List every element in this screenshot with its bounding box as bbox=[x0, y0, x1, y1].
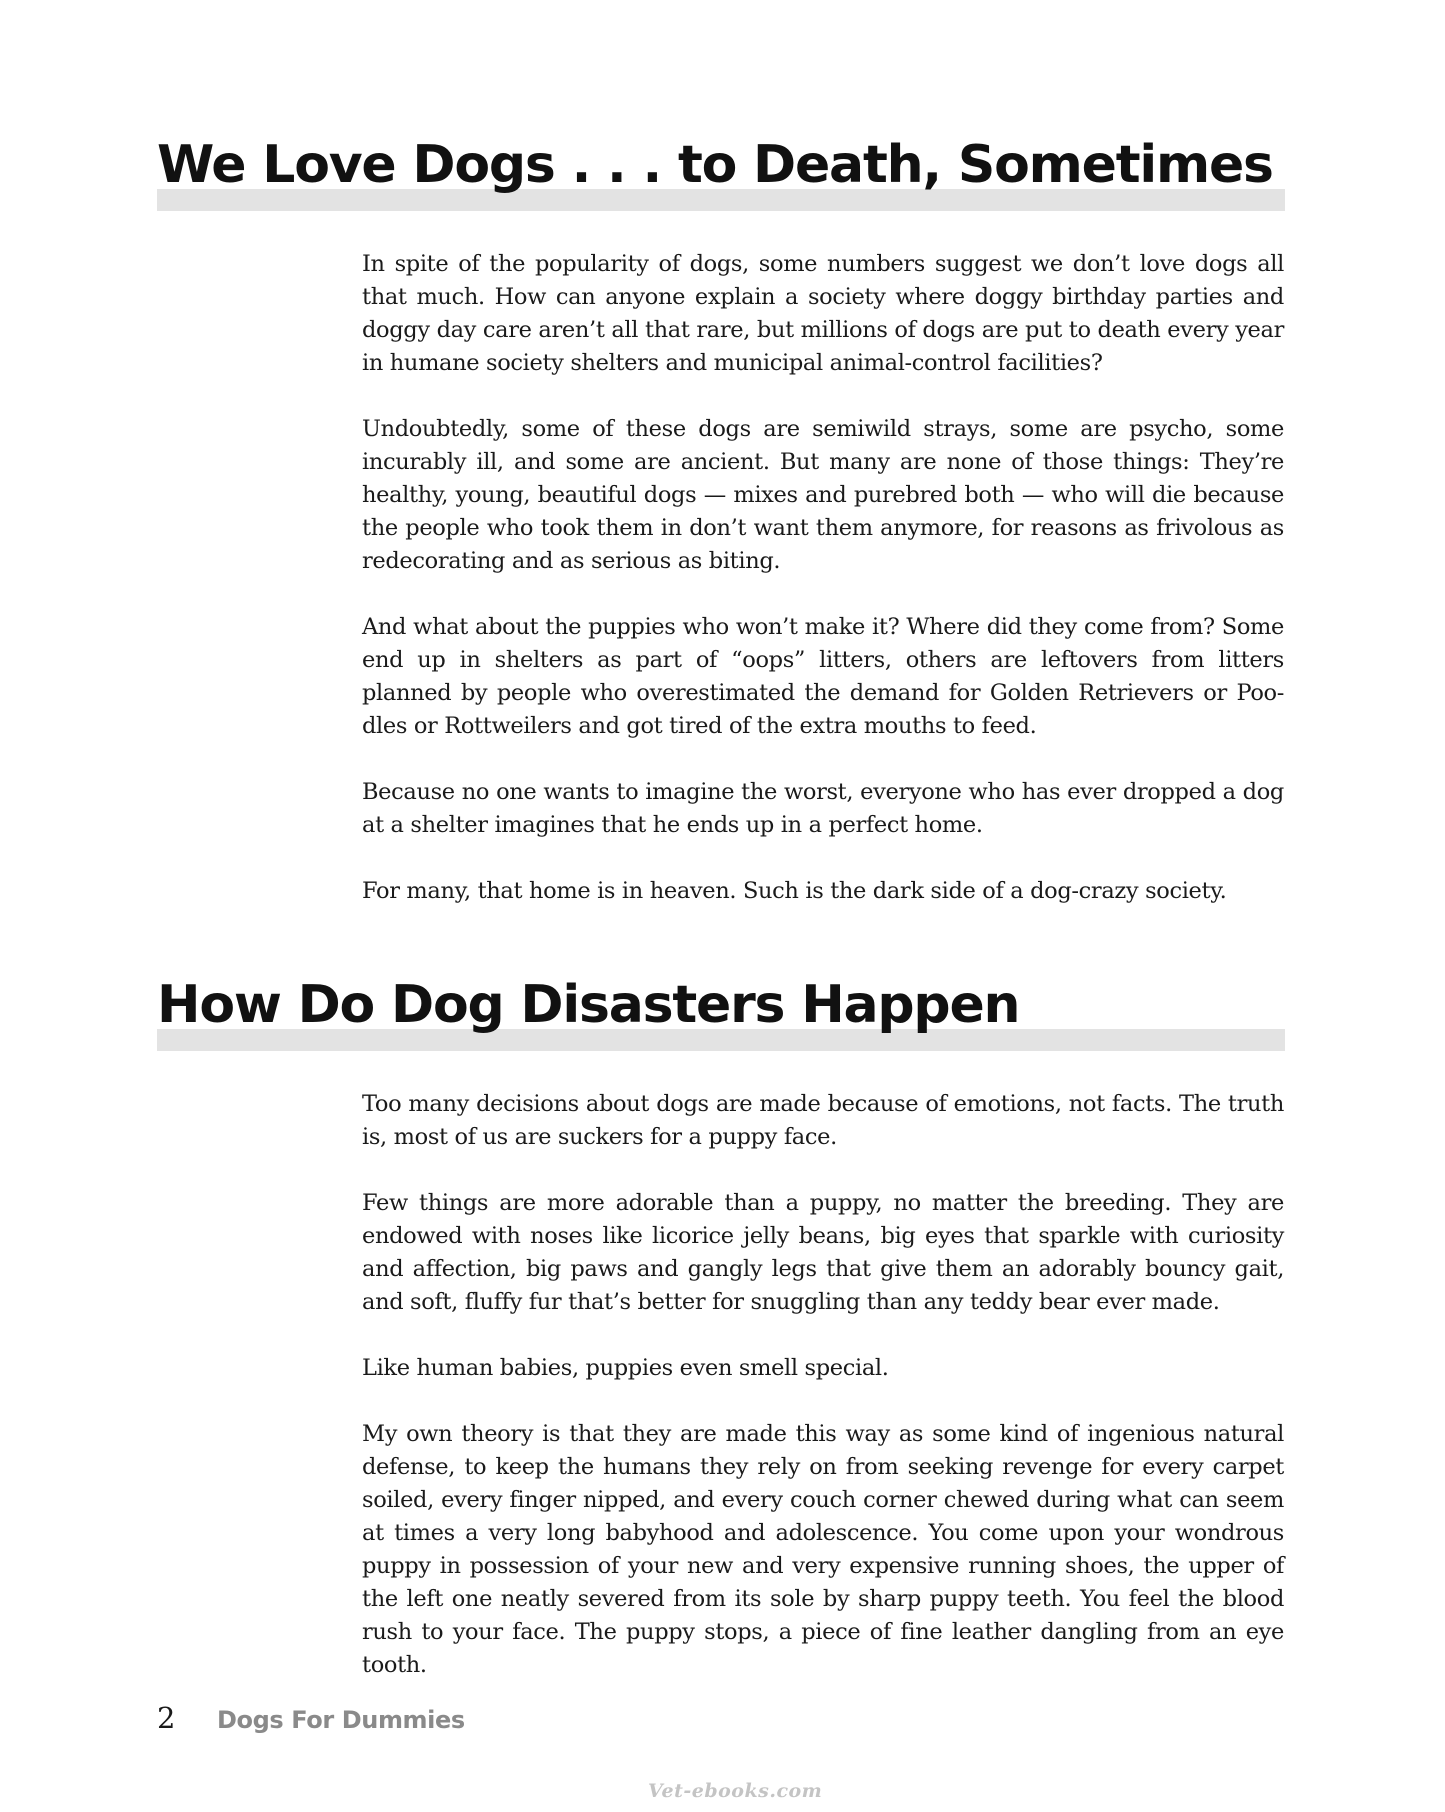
section-body-1 bbox=[362, 248, 1284, 941]
watermark: Vet-ebooks.com bbox=[648, 1780, 823, 1802]
paragraph: Because no one wants to imagine the worst, everyone who has ever dropped a dog at a shelter imagines that he ends up in a perfect home. bbox=[362, 779, 1284, 838]
paragraph: In spite of the popularity of dogs, some numbers suggest we don’t love dogs all that much. How can anyone explain a society where doggy birthday parties and doggy day care aren’t all that rare, but millions of dogs are put to death every year in humane society shelters and municipal animal-control facilities? bbox=[362, 251, 1284, 376]
paragraph: Like human babies, puppies even smell special. bbox=[362, 1355, 889, 1381]
paragraph: Too many decisions about dogs are made because of emotions, not facts. The truth is, most of us are suckers for a puppy face. bbox=[362, 1091, 1284, 1150]
page-footer bbox=[157, 1701, 465, 1741]
paragraph: My own theory is that they are made this way as some kind of ingenious natural defense, to keep the humans they rely on from seeking revenge for every carpet soiled, every finger nipped, and every couch corner chewed during what can seem at times a very long babyhood and adolescence. You come upon your wondrous puppy in possession of your new and very expensive running shoes, the upper of the left one neatly severed from its sole by sharp puppy teeth. You feel the blood rush to your face. The puppy stops, a piece of fine leather dangling from an eye tooth. bbox=[362, 1421, 1284, 1678]
section-heading-2 bbox=[157, 974, 1285, 1052]
paragraph: For many, that home is in heaven. Such is the dark side of a dog-crazy society. bbox=[362, 878, 1227, 904]
paragraph: And what about the puppies who won’t make it? Where did they come from? Some end up in shelters as part of “oops” litters, others are leftovers from litters planned by people who overestimated the demand for Golden Retrievers or Poo-dles or Rottweilers and got tired of the extra mouths to feed. bbox=[362, 614, 1284, 739]
section-heading-1 bbox=[157, 134, 1285, 212]
page-number: 2 bbox=[157, 1701, 176, 1735]
heading-text: We Love Dogs . . . to Death, Sometimes bbox=[157, 135, 1273, 195]
paragraph: Few things are more adorable than a puppy, no matter the breeding. They are endowed with noses like licorice jelly beans, big eyes that sparkle with curiosity and affection, big paws and gangly legs that give them an adorably bouncy gait, and soft, fluffy fur that’s better for snuggling than any teddy bear ever made. bbox=[362, 1190, 1284, 1315]
heading-text: How Do Dog Disasters Happen bbox=[157, 975, 1020, 1035]
section-body-2 bbox=[362, 1088, 1284, 1715]
book-title: Dogs For Dummies bbox=[217, 1706, 465, 1734]
paragraph: Undoubtedly, some of these dogs are semiwild strays, some are psycho, some incurably ill, and some are ancient. But many are none of those things: They’re healthy, young, beautiful dogs — mixes and purebred both — who will die because the people who took them in don’t want them anymore, for reasons as frivolous as redecorating and as serious as biting. bbox=[362, 416, 1284, 574]
